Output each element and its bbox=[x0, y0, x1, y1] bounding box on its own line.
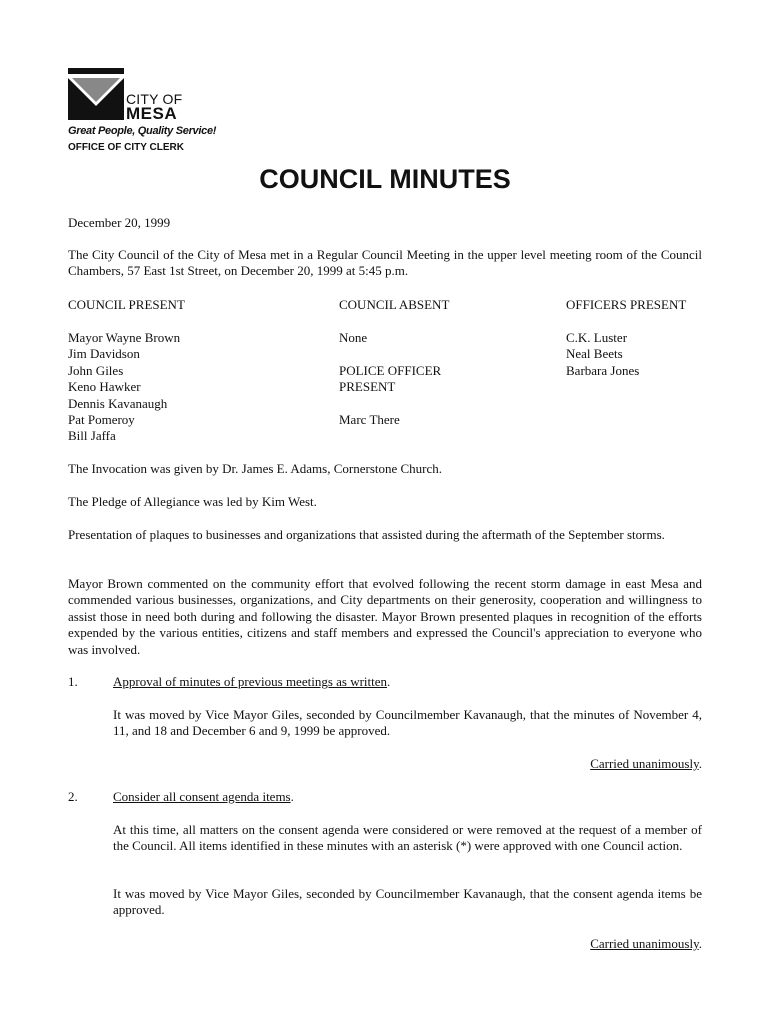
item-result-row: Carried unanimously. bbox=[590, 756, 702, 771]
list-item: Keno Hawker bbox=[68, 379, 141, 395]
item-result: Carried unanimously bbox=[590, 936, 699, 951]
item-number: 1. bbox=[68, 674, 78, 689]
list-item: Bill Jaffa bbox=[68, 428, 116, 444]
item-paragraph: At this time, all matters on the consent agenda were considered or were removed at the request of a member of the Council. All items identified in these minutes with an asterisk (*) were approved with one Council action. bbox=[113, 822, 702, 854]
meeting-date: December 20, 1999 bbox=[68, 215, 171, 230]
item-result: Carried unanimously bbox=[590, 756, 699, 771]
item-title: Consider all consent agenda items bbox=[113, 789, 291, 804]
council-absent-value: None bbox=[339, 330, 368, 345]
list-item: Jim Davidson bbox=[68, 346, 140, 362]
list-item: Barbara Jones bbox=[566, 362, 640, 378]
item-result-row: Carried unanimously. bbox=[590, 936, 702, 951]
logo-city-text: CITY OF bbox=[126, 91, 183, 107]
officers-present-header: OFFICERS PRESENT bbox=[566, 297, 687, 312]
police-officer-name: Marc There bbox=[339, 412, 400, 427]
item-title: Approval of minutes of previous meetings as written bbox=[113, 674, 388, 689]
list-item: John Giles bbox=[68, 362, 124, 378]
mayor-comment-text: Mayor Brown commented on the community effort that evolved following the recent storm damage in east Mesa and commended various businesses, organizations, and City departments on their generosity, cooperation and willingness to assist those in need both during and following the disaster. Mayor Brown presented plaques in recognition of the efforts expended by the various entities, citizens and staff members and expressed the Council's appreciation to everyone who was involved. bbox=[68, 576, 702, 657]
list-item: Mayor Wayne Brown bbox=[68, 330, 181, 345]
page-title: COUNCIL MINUTES bbox=[259, 164, 511, 194]
list-item: Dennis Kavanaugh bbox=[68, 395, 168, 411]
police-officer-header bbox=[339, 363, 441, 396]
item-number: 2. bbox=[68, 789, 78, 804]
logo-mesa-text: MESA bbox=[126, 104, 178, 123]
list-item: C.K. Luster bbox=[566, 330, 628, 345]
list-item: Neal Beets bbox=[566, 346, 623, 362]
council-present-list bbox=[68, 330, 180, 445]
item-paragraph: It was moved by Vice Mayor Giles, seconded by Councilmember Kavanaugh, that the consent agenda items be approved. bbox=[113, 886, 702, 918]
intro-paragraph: The City Council of the City of Mesa met in a Regular Council Meeting in the upper level meeting room of the Council Chambers, 57 East 1st Street, on December 20, 1999 at 5:45 p.m. bbox=[68, 247, 702, 279]
city-of-mesa-logo bbox=[68, 68, 217, 154]
item-title-row: Approval of minutes of previous meetings as written. bbox=[113, 674, 391, 689]
mesa-logo-mark-icon bbox=[68, 68, 126, 120]
council-absent-header: COUNCIL ABSENT bbox=[339, 297, 450, 312]
presentation-text: Presentation of plaques to businesses and organizations that assisted during the aftermath of the September storms. bbox=[68, 527, 665, 542]
police-header-line: POLICE OFFICER bbox=[339, 363, 442, 378]
invocation-text: The Invocation was given by Dr. James E. Adams, Cornerstone Church. bbox=[68, 461, 443, 476]
list-item: Pat Pomeroy bbox=[68, 412, 135, 428]
item-paragraph: It was moved by Vice Mayor Giles, seconded by Councilmember Kavanaugh, that the minutes of November 4, 11, and 18 and December 6 and 9, 1999 be approved. bbox=[113, 707, 702, 739]
item-title-row: Consider all consent agenda items. bbox=[113, 789, 294, 804]
police-header-line: PRESENT bbox=[339, 379, 396, 395]
office-name: OFFICE OF CITY CLERK bbox=[68, 142, 184, 153]
officers-present-list bbox=[566, 330, 639, 379]
pledge-text: The Pledge of Allegiance was led by Kim West. bbox=[68, 494, 317, 509]
council-present-header: COUNCIL PRESENT bbox=[68, 297, 185, 312]
logo-tagline: Great People, Quality Service! bbox=[68, 125, 217, 137]
